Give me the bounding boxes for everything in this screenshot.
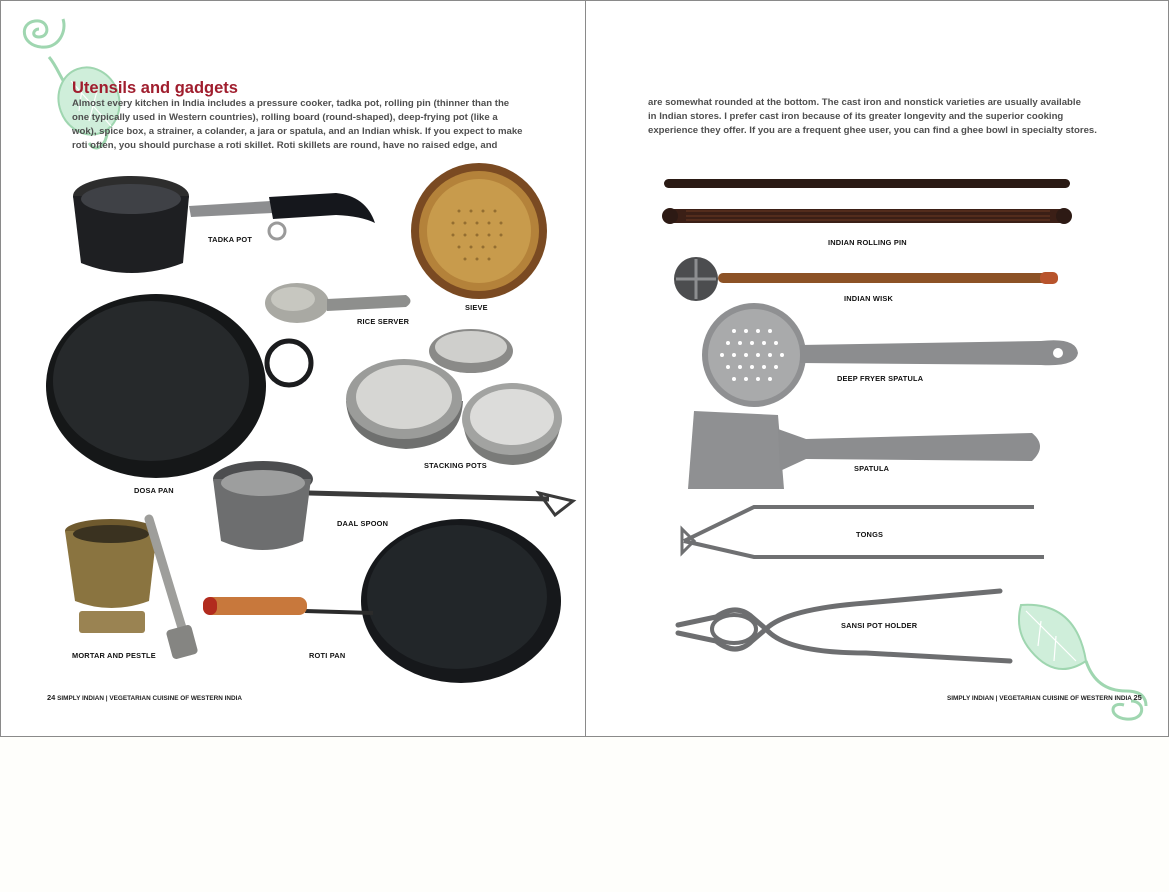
spatula-label: SPATULA (854, 464, 890, 473)
wisk-label: INDIAN WISK (844, 294, 894, 303)
mortar-pestle-label: MORTAR AND PESTLE (72, 651, 156, 660)
footer-title: SIMPLY INDIAN | VEGETARIAN CUISINE OF WESTERN INDIA (57, 695, 243, 702)
dosa-pan-image (46, 294, 311, 478)
stacking-pots-label: STACKING POTS (424, 461, 487, 470)
page-heading: Utensils and gadgets (72, 79, 238, 97)
tongs-label: TONGS (856, 530, 884, 539)
paragraph-line: experience they offer. If you are a frequent ghee user, you can find a ghee bowl in specialty stores. (648, 125, 1097, 136)
tadka-pot-label: TADKA POT (208, 235, 253, 244)
paragraph-line: are somewhat rounded at the bottom. The cast iron and nonstick varieties are usually available (648, 97, 1081, 108)
right-footer (947, 693, 1142, 702)
rolling-pin-label: INDIAN ROLLING PIN (828, 238, 907, 247)
page-number: 24 (47, 693, 56, 702)
sieve-image (411, 163, 547, 299)
dosa-pan-label: DOSA PAN (134, 486, 174, 495)
paragraph-line: in Indian stores. I prefer cast iron because of its greater longevity and the superior cooking (648, 111, 1064, 122)
rice-server-label: RICE SERVER (357, 317, 410, 326)
intro-paragraph (72, 97, 532, 153)
page-number: 25 (1133, 693, 1142, 702)
sieve-label: SIEVE (465, 303, 488, 312)
mortar-pestle-image (65, 519, 198, 660)
right-page (585, 0, 1169, 737)
tadka-pot-image (63, 161, 383, 281)
left-page (0, 0, 586, 737)
roti-pan-label: ROTI PAN (309, 651, 346, 660)
continued-paragraph (648, 96, 1118, 138)
sansi-label: SANSI POT HOLDER (841, 621, 918, 630)
footer-title: SIMPLY INDIAN | VEGETARIAN CUISINE OF WESTERN INDIA (947, 695, 1132, 702)
left-footer (47, 693, 242, 702)
paragraph-line: roti often, you should purchase a roti skillet. Roti skillets are round, have no raised edge, and (72, 140, 498, 151)
spatula-image (688, 411, 1040, 489)
paragraph-line: one typically used in Western countries), rolling board (round-shaped), deep-frying pot (like a (72, 112, 498, 123)
daal-spoon-label: DAAL SPOON (337, 519, 389, 528)
deep-fryer-spatula-image (702, 303, 1078, 407)
stacking-pots-image (346, 329, 562, 465)
fryer-spatula-label: DEEP FRYER SPATULA (837, 374, 924, 383)
paragraph-line: wok), spice box, a strainer, a colander, a jara or spatula, and an Indian whisk. If you expect to make (72, 126, 523, 137)
rolling-pin-image (662, 179, 1072, 224)
paragraph-line: Almost every kitchen in India includes a pressure cooker, tadka pot, rolling pin (thinner than the (72, 98, 510, 109)
